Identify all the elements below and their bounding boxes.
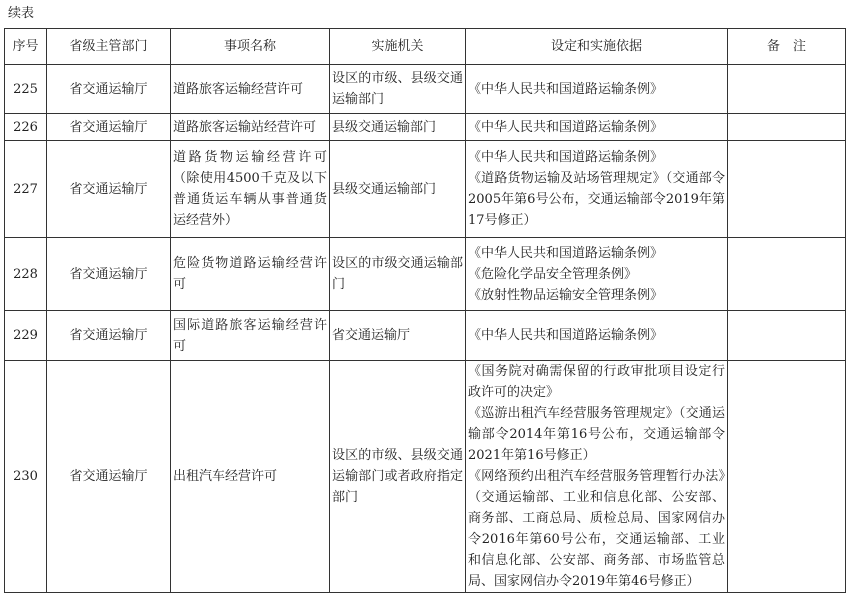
licensing-table — [4, 28, 846, 593]
header-basis: 设定和实施依据 — [466, 29, 728, 65]
cell-note — [728, 141, 846, 238]
cell-note — [728, 65, 846, 114]
cell-dept: 省交通运输厅 — [47, 141, 171, 238]
table-row — [5, 114, 846, 141]
cell-seq: 227 — [5, 141, 47, 238]
basis-item: 《巡游出租汽车经营服务管理规定》（交通运输部令2014年第16号公布，交通运输部令2021年第16号修正） — [468, 406, 725, 463]
cell-name: 道路货物运输经营许可（除使用4500千克及以下普通货运车辆从事普通货运经营外） — [171, 141, 330, 238]
header-seq: 序号 — [5, 29, 47, 65]
cell-name: 道路旅客运输经营许可 — [171, 65, 330, 114]
table-caption: 续表 — [8, 6, 35, 21]
cell-name: 危险货物道路运输经营许可 — [171, 238, 330, 311]
basis-item: 《中华人民共和国道路运输条例》 — [468, 328, 664, 343]
cell-dept: 省交通运输厅 — [47, 361, 171, 593]
basis-item: 《中华人民共和国道路运输条例》 — [468, 150, 664, 165]
cell-note — [728, 311, 846, 361]
cell-seq: 230 — [5, 361, 47, 593]
cell-agency: 县级交通运输部门 — [330, 114, 466, 141]
header-name: 事项名称 — [171, 29, 330, 65]
table-row — [5, 311, 846, 361]
cell-dept: 省交通运输厅 — [47, 311, 171, 361]
cell-note — [728, 238, 846, 311]
header-agency: 实施机关 — [330, 29, 466, 65]
cell-agency: 设区的市级交通运输部门 — [330, 238, 466, 311]
cell-dept: 省交通运输厅 — [47, 238, 171, 311]
cell-basis — [466, 238, 728, 311]
cell-basis — [466, 65, 728, 114]
cell-seq: 229 — [5, 311, 47, 361]
basis-item: 《中华人民共和国道路运输条例》 — [468, 245, 664, 261]
cell-basis — [466, 141, 728, 238]
basis-item: 《中华人民共和国道路运输条例》 — [468, 119, 664, 135]
cell-basis — [466, 311, 728, 361]
table-row — [5, 361, 846, 593]
cell-agency: 设区的市级、县级交通运输部门 — [330, 65, 466, 114]
cell-dept: 省交通运输厅 — [47, 65, 171, 114]
table-row — [5, 238, 846, 311]
cell-name: 国际道路旅客运输经营许可 — [171, 311, 330, 361]
cell-note — [728, 361, 846, 593]
basis-item: 《网络预约出租汽车经营服务管理暂行办法》（交通运输部、工业和信息化部、公安部、商务部、工商总局、质检总局、国家网信办令2016年第60号公布，交通运输部、工业和信息化部、公安部、商务部、市场监管总局、国家网信办令2019年第46号修正） — [468, 469, 725, 589]
cell-name: 道路旅客运输站经营许可 — [171, 114, 330, 141]
basis-item: 《道路货物运输及站场管理规定》（交通部令2005年第6号公布，交通运输部令2019年第17号修正） — [468, 171, 725, 228]
basis-item: 《危险化学品安全管理条例》 — [468, 266, 638, 282]
cell-seq: 228 — [5, 238, 47, 311]
cell-dept: 省交通运输厅 — [47, 114, 171, 141]
cell-seq: 226 — [5, 114, 47, 141]
basis-item: 《中华人民共和国道路运输条例》 — [468, 81, 664, 97]
cell-name: 出租汽车经营许可 — [171, 361, 330, 593]
cell-seq: 225 — [5, 65, 47, 114]
cell-note — [728, 114, 846, 141]
cell-basis — [466, 361, 728, 593]
cell-basis — [466, 114, 728, 141]
header-dept: 省级主管部门 — [47, 29, 171, 65]
table-row — [5, 141, 846, 238]
cell-agency: 县级交通运输部门 — [330, 141, 466, 238]
header-note: 备 注 — [728, 29, 846, 65]
header-row — [5, 29, 846, 65]
cell-agency: 省交通运输厅 — [330, 311, 466, 361]
basis-item: 《国务院对确需保留的行政审批项目设定行政许可的决定》 — [468, 364, 725, 400]
table-row — [5, 65, 846, 114]
basis-item: 《放射性物品运输安全管理条例》 — [468, 287, 664, 303]
cell-agency: 设区的市级、县级交通运输部门或者政府指定部门 — [330, 361, 466, 593]
